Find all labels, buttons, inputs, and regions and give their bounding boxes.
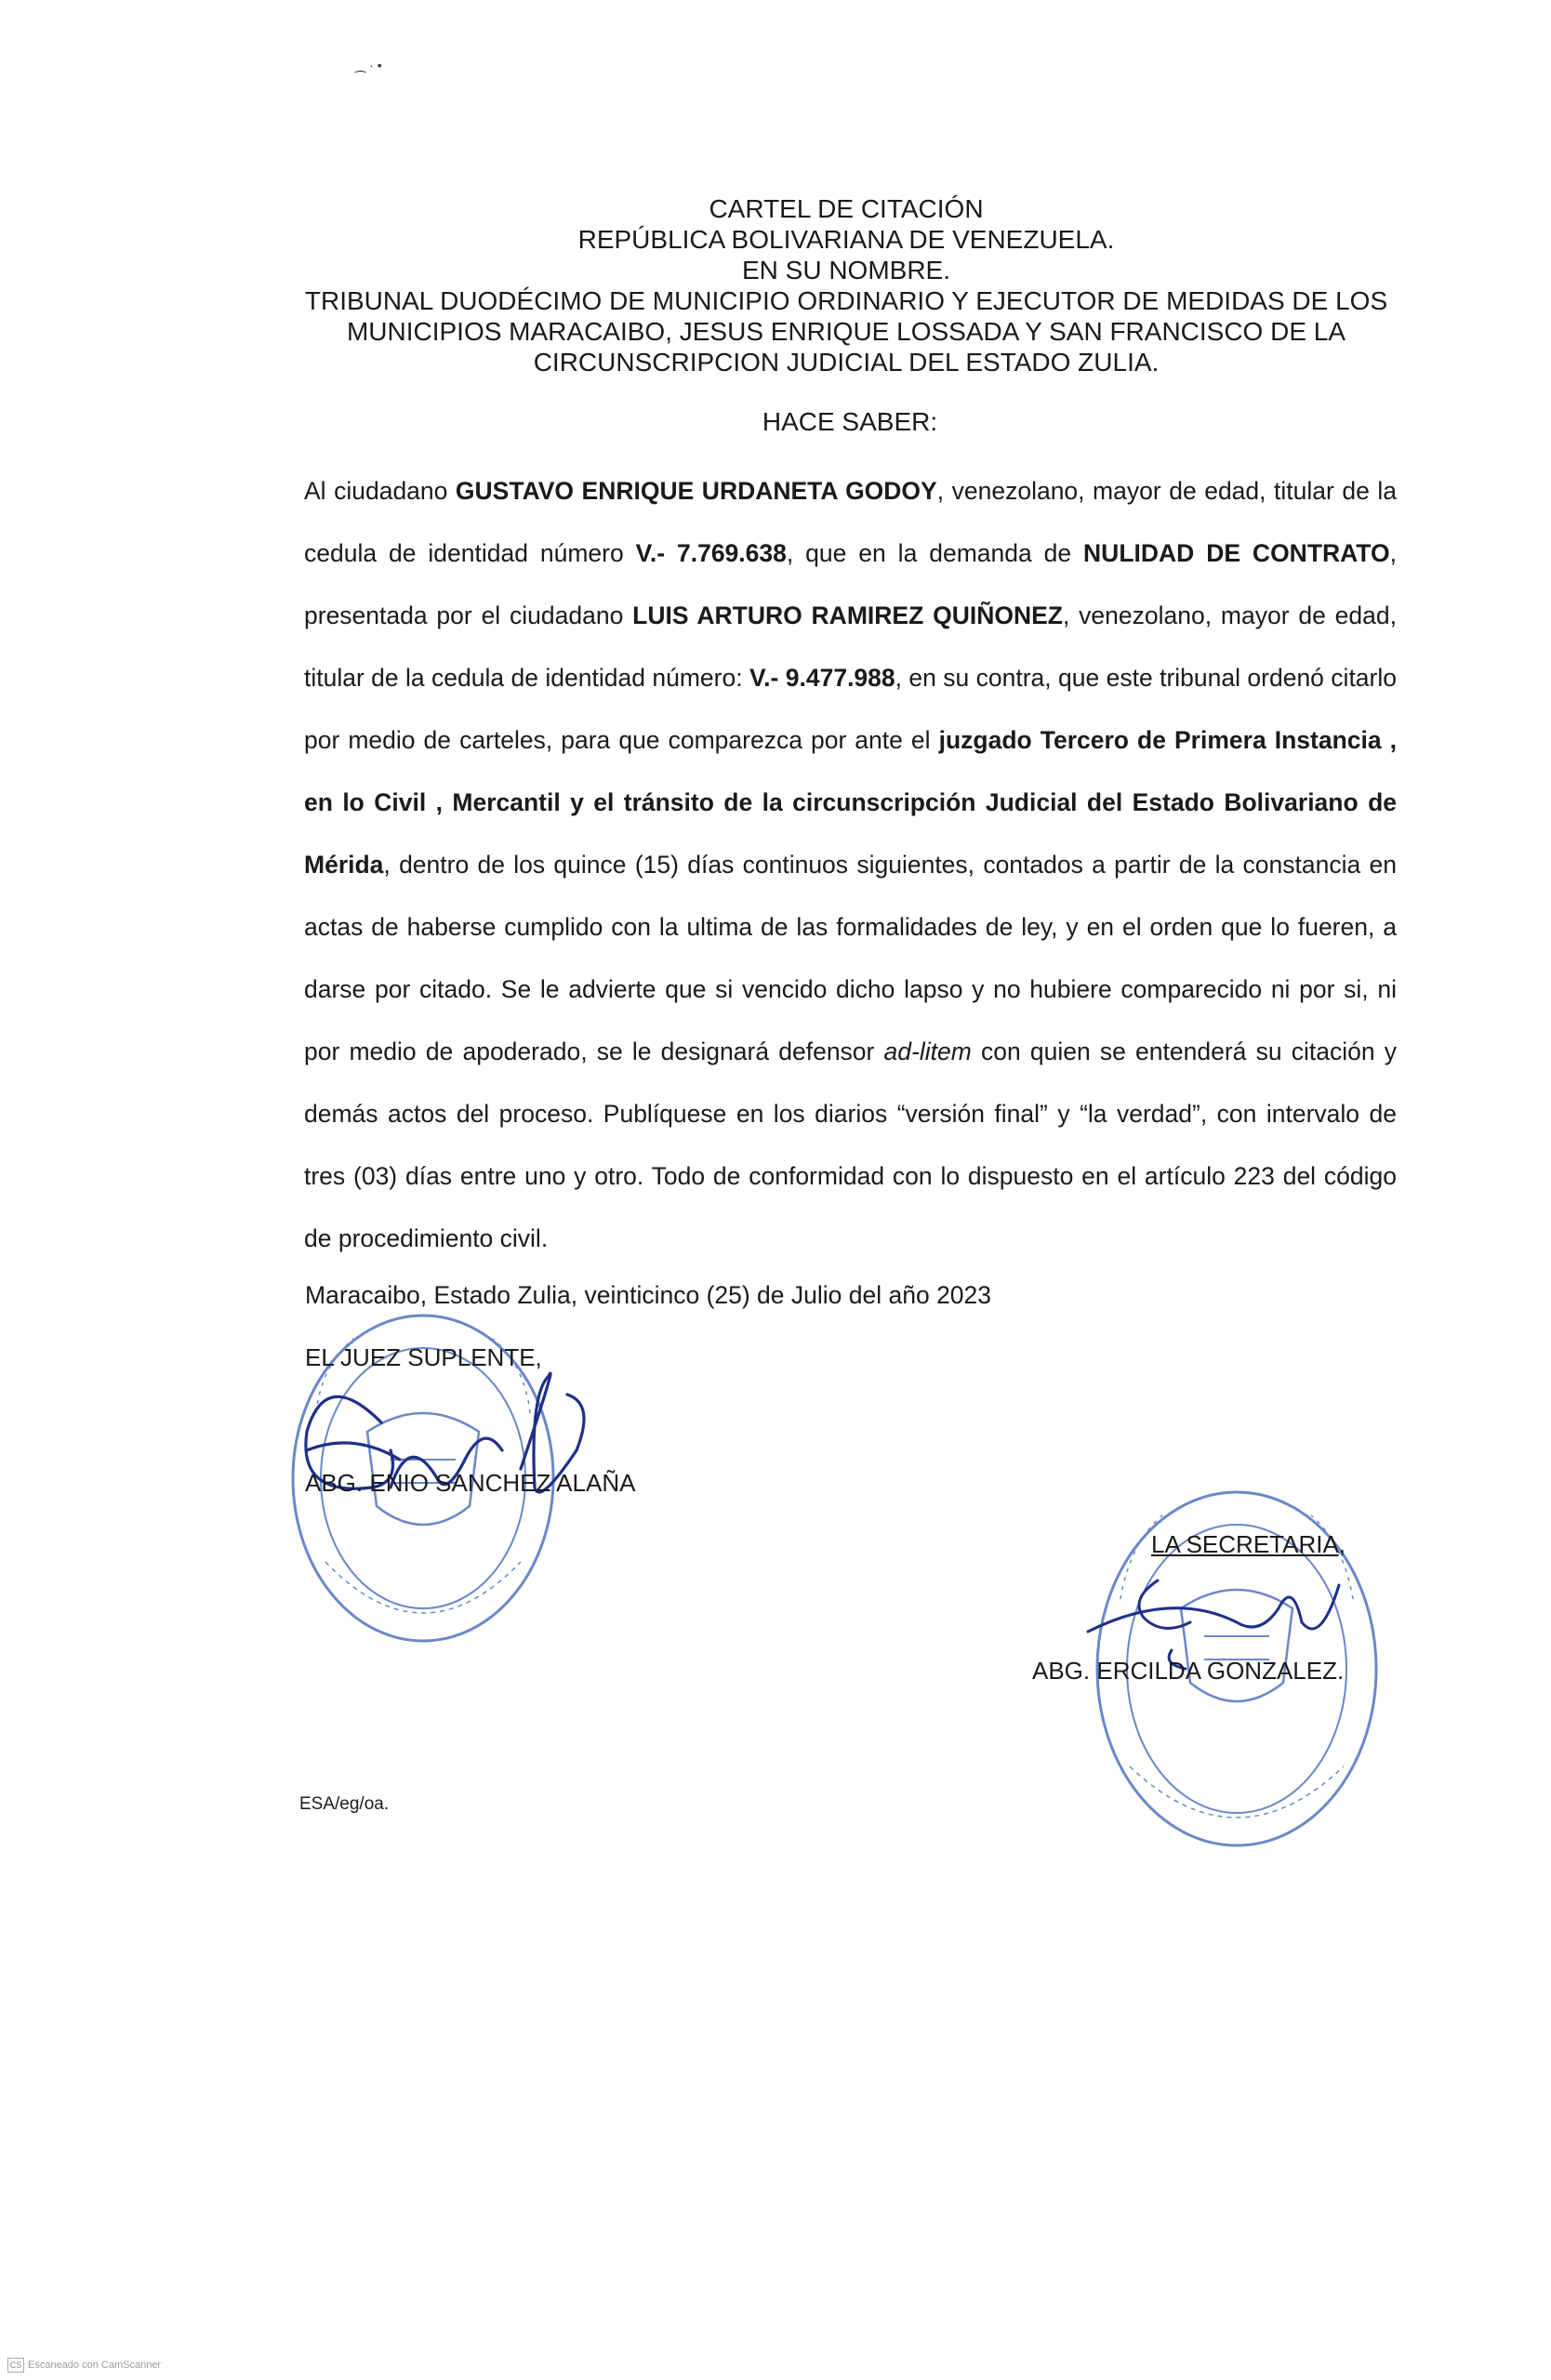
hace-saber-text: HACE SABER:	[762, 407, 938, 436]
defendant-name: GUSTAVO ENRIQUE URDANETA GODOY	[455, 477, 937, 505]
secretary-name: ABG. ERCILDA GONZALEZ.	[1032, 1657, 1345, 1685]
scanner-text: Escaneado con CamScanner	[28, 2360, 162, 2371]
header-en-su-nombre: EN SU NOMBRE.	[741, 256, 951, 284]
body-text: , venezolano, mayor de edad, titular de la cedula de identidad número:	[304, 602, 1397, 692]
court-name: juzgado Tercero de Primera Instancia , en lo Civil , Mercantil y el tránsito de la circunscripción Judicial del Estado Bolivariano de Mérida	[304, 726, 1398, 879]
scanner-watermark	[7, 2358, 161, 2373]
body-text: Al ciudadano	[304, 477, 456, 505]
camscanner-icon: CS	[7, 2358, 24, 2373]
header-republic: REPÚBLICA BOLIVARIANA DE VENEZUELA.	[577, 225, 1115, 254]
body-text: con quien se entenderá su citación y demás actos del proceso. Publíquese en los diarios “versión final” y “la verdad”, con intervalo de tres (03) días entre uno y otro. Todo de conformidad con lo dispuesto en el artículo 223 del código de procedimiento civil.	[304, 1038, 1397, 1252]
scan-speck: ⁔ · •	[355, 58, 382, 73]
date-line: Maracaibo, Estado Zulia, veinticinco (25) de Julio del año 2023	[305, 1281, 992, 1309]
header-tribunal-line-2: MUNICIPIOS MARACAIBO, JESUS ENRIQUE LOSSADA Y SAN FRANCISCO DE LA	[346, 317, 1346, 346]
judge-name: ABG. ENIO SANCHEZ ALAÑA	[305, 1469, 636, 1497]
defendant-id-number: V.- 7.769.638	[635, 539, 787, 567]
plaintiff-id-number: V.- 9.477.988	[749, 664, 895, 692]
body-text: , venezolano, mayor de edad, titular de la cedula de identidad número	[304, 477, 1397, 567]
header-tribunal-line-3: CIRCUNSCRIPCION JUDICIAL DEL ESTADO ZULIA.	[533, 348, 1160, 377]
plaintiff-name: LUIS ARTURO RAMIREZ QUIÑONEZ	[632, 602, 1063, 629]
body-text: , en su contra, que este tribunal ordenó citarlo por medio de carteles, para que comparezca por ante el	[304, 664, 1397, 754]
header-tribunal-line-1: TRIBUNAL DUODÉCIMO DE MUNICIPIO ORDINARIO Y EJECUTOR DE MEDIDAS DE LOS	[304, 286, 1388, 315]
body-text: , dentro de los quince (15) días continuos siguientes, contados a partir de la constancia en actas de haberse cumplido con la ultima de las formalidades de ley, y en el orden que lo fueren, a darse por citado. Se le advierte que si vencido dicho lapso y no hubiere comparecido ni por si, ni por medio de apoderado, se le designará defensor	[304, 851, 1397, 1065]
secretary-title: LA SECRETARIA,	[1151, 1530, 1346, 1558]
body-text: , que en la demanda de	[786, 539, 1084, 567]
document-initials: ESA/eg/oa.	[299, 1794, 390, 1814]
header-title: CARTEL DE CITACIÓN	[709, 194, 984, 223]
demand-type: NULIDAD DE CONTRATO	[1083, 539, 1390, 567]
ad-litem-term: ad-litem	[883, 1038, 972, 1065]
judge-title: EL JUEZ SUPLENTE,	[305, 1343, 542, 1371]
body-text: , presentada por el ciudadano	[304, 539, 1398, 629]
